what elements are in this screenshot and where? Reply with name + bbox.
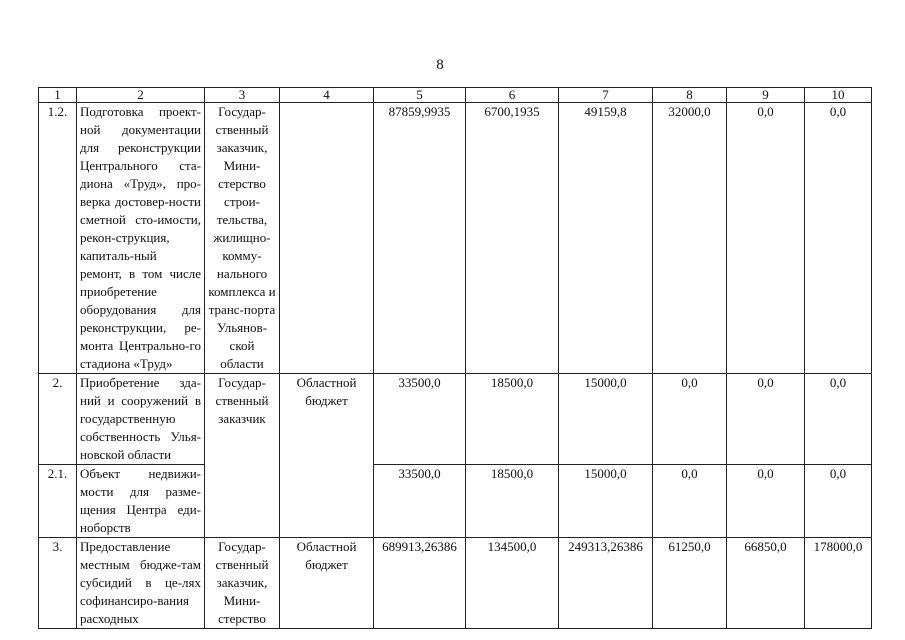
customer-cell: Государ-ственный заказчик, Мини-стерство	[205, 538, 280, 629]
value-cell: 249313,26386	[559, 538, 653, 629]
value-cell: 15000,0	[559, 374, 653, 465]
value-cell: 61250,0	[653, 538, 727, 629]
value-cell: 18500,0	[466, 374, 559, 465]
table-row	[39, 103, 872, 374]
item-name: Объект недвижи-мости для разме-щения Центра еди-ноборств	[77, 465, 205, 538]
row-number: 1.2.	[39, 103, 77, 374]
budget-table	[38, 87, 872, 629]
table-row	[39, 374, 872, 465]
value-cell: 18500,0	[466, 465, 559, 538]
value-cell: 49159,8	[559, 103, 653, 374]
column-header: 7	[559, 88, 653, 103]
value-cell: 0,0	[727, 103, 805, 374]
column-header: 2	[77, 88, 205, 103]
column-header: 5	[374, 88, 466, 103]
value-cell: 0,0	[805, 374, 872, 465]
value-cell: 0,0	[805, 465, 872, 538]
value-cell: 32000,0	[653, 103, 727, 374]
table-row	[39, 538, 872, 629]
value-cell: 134500,0	[466, 538, 559, 629]
customer-cell: Государ-ственный заказчик, Мини-стерство строи-тельства, жилищно-комму-нального комплекса и транс-порта Ульянов-ской области	[205, 103, 280, 374]
funding-source-cell	[280, 103, 374, 374]
table-row	[39, 465, 872, 538]
funding-source-cell: Областной бюджет	[280, 374, 374, 538]
value-cell: 0,0	[727, 465, 805, 538]
row-number: 2.	[39, 374, 77, 465]
value-cell: 0,0	[805, 103, 872, 374]
customer-cell: Государ-ственный заказчик	[205, 374, 280, 538]
funding-source-cell: Областной бюджет	[280, 538, 374, 629]
item-name: Приобретение зда-ний и сооружений в государственную собственность Улья-новской области	[77, 374, 205, 465]
page-number: 8	[436, 57, 444, 73]
column-header: 8	[653, 88, 727, 103]
value-cell: 0,0	[727, 374, 805, 465]
column-header: 4	[280, 88, 374, 103]
value-cell: 87859,9935	[374, 103, 466, 374]
value-cell: 0,0	[653, 465, 727, 538]
row-number: 3.	[39, 538, 77, 629]
value-cell: 66850,0	[727, 538, 805, 629]
item-name: Предоставление местным бюдже-там субсидий в це-лях софинансиро-вания расходных	[77, 538, 205, 629]
value-cell: 689913,26386	[374, 538, 466, 629]
value-cell: 178000,0	[805, 538, 872, 629]
value-cell: 33500,0	[374, 374, 466, 465]
column-header: 10	[805, 88, 872, 103]
row-number: 2.1.	[39, 465, 77, 538]
item-name: Подготовка проект-ной документации для реконструкции Центрального ста-диона «Труд», про-верка достовер-ности сметной сто-имости, рекон-струкция, капиталь-ный ремонт, в том числе приобретение оборудования для реконструкции, ре-монта Центрально-го стадиона «Труд»	[77, 103, 205, 374]
value-cell: 33500,0	[374, 465, 466, 538]
column-header: 3	[205, 88, 280, 103]
value-cell: 6700,1935	[466, 103, 559, 374]
header-row	[39, 88, 872, 103]
value-cell: 15000,0	[559, 465, 653, 538]
column-header: 9	[727, 88, 805, 103]
column-header: 1	[39, 88, 77, 103]
column-header: 6	[466, 88, 559, 103]
value-cell: 0,0	[653, 374, 727, 465]
